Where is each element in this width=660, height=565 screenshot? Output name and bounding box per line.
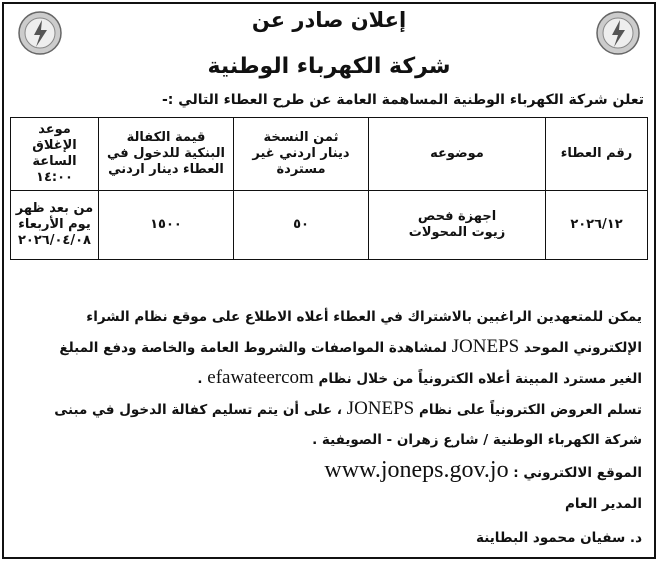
table-row bbox=[11, 191, 648, 260]
body-line: شركة الكهرباء الوطنية / شارع زهران - الصويفية . bbox=[312, 432, 642, 448]
body-line: يمكن للمتعهدين الراغبين بالاشتراك في العطاء أعلاه الاطلاع على موقع نظام الشراء bbox=[86, 309, 642, 325]
signature-name: د. سفيان محمود البطاينة bbox=[476, 530, 642, 546]
signature-title: المدير العام bbox=[565, 496, 642, 512]
header-closing-date: موعد الإغلاق الساعة ١٤:٠٠ bbox=[11, 118, 99, 191]
body-line: الغير مسترد المبينة أعلاه الكترونياً من خلال نظام efawateercom . bbox=[197, 367, 642, 388]
cell-closing-date: من بعد ظهر يوم الأربعاء ٢٠٢٦/٠٤/٠٨ bbox=[11, 191, 99, 260]
company-name-heading: شركة الكهرباء الوطنية bbox=[207, 54, 451, 79]
table-header-row bbox=[11, 118, 648, 191]
cell-bank-bond: ١٥٠٠ bbox=[99, 191, 234, 260]
efawateercom-text: efawateercom bbox=[207, 367, 314, 388]
body-line: تسلم العروض الكترونياً على نظام JONEPS ، على أن يتم تسليم كفالة الدخول في مبنى bbox=[54, 398, 642, 419]
header-subject: موضوعه bbox=[369, 118, 546, 191]
website-label: الموقع الالكتروني : bbox=[513, 465, 642, 481]
joneps-text: JONEPS bbox=[346, 398, 415, 419]
body-line: الإلكتروني الموحد JONEPS لمشاهدة المواصفات والشروط العامة والخاصة ودفع المبلغ bbox=[59, 336, 642, 357]
announcement-heading: إعلان صادر عن bbox=[251, 8, 407, 32]
tender-announcement bbox=[2, 2, 656, 559]
announcement-body bbox=[14, 302, 642, 488]
joneps-text: JONEPS bbox=[451, 336, 520, 357]
cell-tender-no: ٢٠٢٦/١٢ bbox=[546, 191, 648, 260]
intro-line: تعلن شركة الكهرباء الوطنية المساهمة العامة عن طرح العطاء التالي :- bbox=[162, 92, 644, 108]
header-tender-no: رقم العطاء bbox=[546, 118, 648, 191]
website-line bbox=[14, 455, 642, 488]
website-link[interactable]: www.joneps.gov.jo bbox=[324, 457, 509, 483]
cell-copy-price: ٥٠ bbox=[234, 191, 369, 260]
cell-subject: اجهزة فحص زيوت المحولات bbox=[369, 191, 546, 260]
header-bank-bond: قيمة الكفالة البنكية للدخول في العطاء دينار اردني bbox=[99, 118, 234, 191]
header-copy-price: ثمن النسخة دينار اردني غير مستردة bbox=[234, 118, 369, 191]
tender-table bbox=[10, 117, 648, 260]
